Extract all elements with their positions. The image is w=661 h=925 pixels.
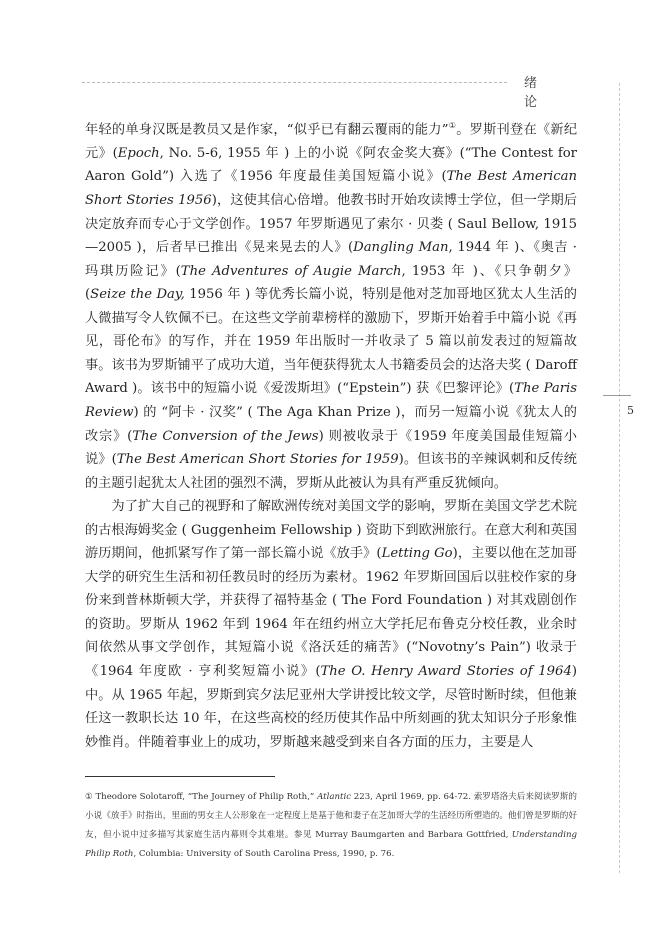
footnote-rule [85,776,275,777]
title-letting-go: Letting Go [381,546,453,562]
title-o-henry-1964: The O. Henry Award Stories of 1964 [320,663,572,679]
header-rule [82,82,507,83]
title-atlantic: Atlantic [317,792,352,802]
title-seize-the-day: Seize the Day, [90,287,185,303]
title-understanding-philip-roth: Understanding Philip Roth [85,830,577,859]
body-text [85,114,577,754]
title-dangling-man: Dangling Man [353,240,449,256]
margin-rule [619,83,620,873]
page-number: 5 [627,404,634,417]
title-paris-review: The Paris Review [85,381,577,420]
title-epoch: Epoch [117,145,160,161]
paragraph-2: 为了扩大自己的视野和了解欧洲传统对美国文学的影响，罗斯在美国文学艺术院的古根海姆奖金 ( Guggenheim Fellowship ) 资助下到欧洲旅行。在意大利和英国游历期间，他抓紧写作了第一部长篇小说《放手》(Letting Go)，主要以他在芝加哥大学的研究生生活和初任教员时的经历为素材。1962 年罗斯回国后以驻校作家的身份来到普林斯顿大学，并获得了福特基金 ( The Ford Foundation ) 对其戏剧创作的资助。罗斯从 1962 年到 1964 年在纽约州立大学托尼布鲁克分校任教，业余时间依然从事文学创作，其短篇小说《洛沃廷的痛苦》(“Novotny’s Pain”) 收录于《1964 年度欧 · 亨利奖短篇小说》(The O. Henry Award Stories of 1964) 中。从 1965 年起，罗斯到宾夕法尼亚州大学讲授比较文学，尽管时断时续，但他兼任这一教职长达 10 年，在这些高校的经历使其作品中所刻画的犹太知识分子形象惟妙惟肖。伴随着事业上的成功，罗斯越来越受到来自各方面的压力，主要是人 [85,499,577,750]
footnote: ① Theodore Solotaroff, “The Journey of Philip Roth,” Atlantic 223, April 1969, pp. 64-72. 索罗塔洛夫后来阅读罗斯的小说《放手》时指出，里面的男女主人公形象在一定程度上是基于他和妻子在芝加哥大学的生活经历所塑造的。他们曾是罗斯的好友，但小说中过多描写其家庭生活内幕则令其难堪。参见 Murray Baumgarten and Barbara Gottfried, Understanding Philip Roth, Columbia: University of South Carolina Press, 1990, p. 76. [85,792,577,859]
paragraph-1: 年轻的单身汉既是教员又是作家，“似乎已有翻云覆雨的能力”①。罗斯刊登在《新纪元》(Epoch, No. 5-6, 1955 年 ) 上的小说《阿农金奖大赛》(“The Contest for Aaron Gold”) 入选了《1956 年度最佳美国短篇小说》(The Best American Short Stories 1956)，这使其信心倍增。他教书时开始攻读博士学位，但一学期后决定放弃而专心于文学创作。1957 年罗斯遇见了索尔 · 贝娄 ( Saul Bellow, 1915—2005 )，后者早已推出《晃来晃去的人》(Dangling Man, 1944 年 )、《奥吉 · 玛琪历险记》(The Adventures of Augie March, 1953 年 )、《只争朝夕》(Seize the Day, 1956 年 ) 等优秀长篇小说，特别是他对芝加哥地区犹太人生活的人微描写令人钦佩不已。在这些文学前辈榜样的激励下，罗斯开始着手中篇小说《再见，哥伦布》的写作，并在 1959 年出版时一并收录了 5 篇以前发表过的短篇故事。该书为罗斯铺平了成功大道，当年便获得犹太人书籍委员会的达洛夫奖 ( Daroff Award )。该书中的短篇小说《爱泼斯坦》(“Epstein”) 获《巴黎评论》(The Paris Review) 的 “阿卡 · 汉奖” ( The Aga Khan Prize )，而另一短篇小说《犹太人的改宗》(The Conversion of the Jews) 则被收录于《1959 年度美国最佳短篇小说》(The Best American Short Stories for 1959)。但该书的辛辣讽刺和反传统的主题引起犹太人社团的强烈不满，罗斯从此被认为具有严重反犹倾向。 [85,121,578,491]
title-augie-march: The Adventures of Augie March [180,263,402,279]
running-header-title: 绪 论 [524,76,552,110]
footnote-reference[interactable]: ① [448,121,457,130]
title-best-american-1956: The Best American Short Stories 1956 [85,169,577,209]
page-number-tick [603,395,631,396]
title-best-american-1959: The Best American Short Stories for 1959 [116,452,399,468]
title-conversion-of-the-jews: The Conversion of the Jews [132,428,319,444]
